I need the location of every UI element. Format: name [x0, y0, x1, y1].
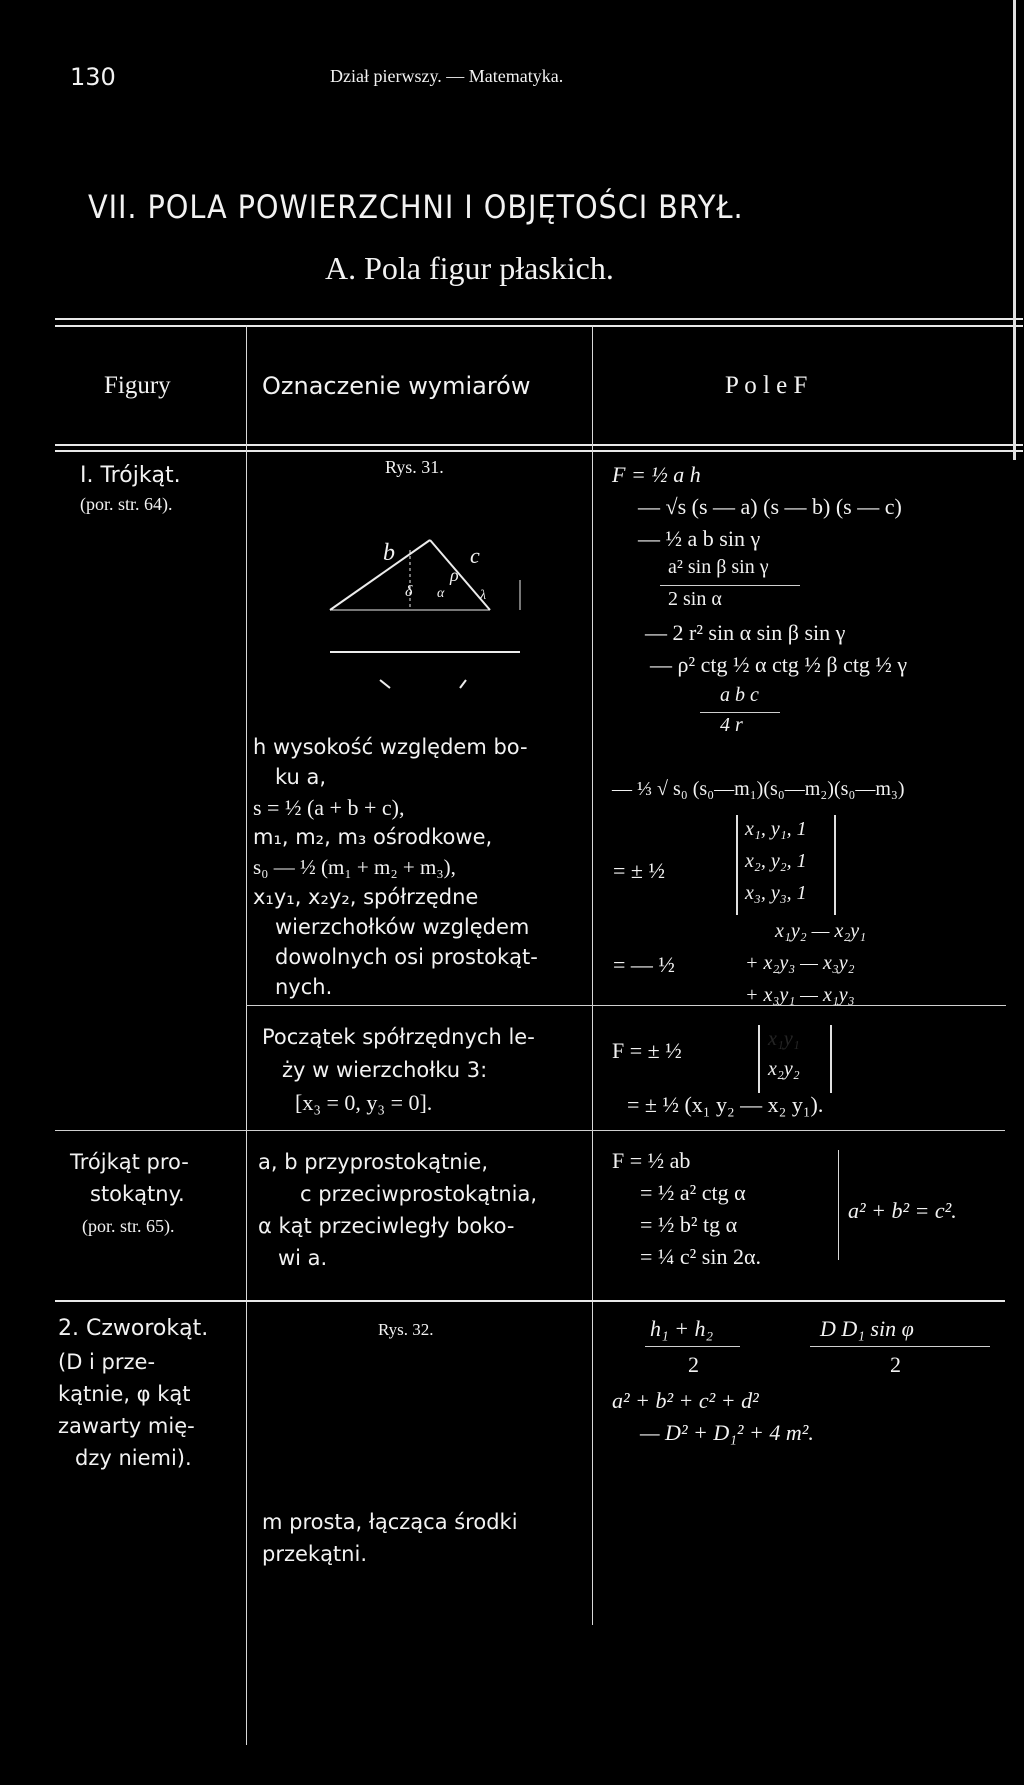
quad-formula-num-1: h₁ + h₂	[650, 1316, 714, 1341]
triangle-dim-7: dowolnych osi prostokąt-	[275, 945, 538, 969]
quad-formula-num-2: D D₁ sin φ	[820, 1316, 914, 1341]
header-bottom-rule-2	[55, 450, 1023, 452]
tri-det-row-2: x₂, y₂, 1	[745, 850, 807, 872]
triangle-dim-0: h wysokość względem bo-	[253, 735, 528, 759]
right-tri-side-formula: a² + b² = c².	[848, 1198, 957, 1223]
tri-formula-3: a² sin β sin γ	[668, 556, 769, 578]
origin-note-1: ży w wierzchołku 3:	[282, 1058, 488, 1082]
right-tri-dim-2: α kąt przeciwległy boko-	[258, 1214, 515, 1238]
col-header-figures: Figury	[104, 372, 171, 399]
right-tri-formula-2: = ½ b² tg α	[640, 1212, 738, 1237]
triangle-dim-5: x₁y₁, x₂y₂, spółrzędne	[253, 885, 479, 909]
right-tri-formula-3: = ¼ c² sin 2α.	[640, 1244, 761, 1269]
right-tri-divider	[838, 1150, 839, 1260]
quad-note-1: przekątni.	[262, 1542, 367, 1566]
det-bar-left	[736, 815, 738, 915]
tri-formula-8: 4 r	[720, 714, 743, 736]
right-tri-formula-0: F = ½ ab	[612, 1148, 691, 1173]
quad-desc-0: (D i prze-	[58, 1350, 156, 1374]
table-top-rule	[55, 318, 1023, 320]
quad-note-0: m prosta, łącząca środki	[262, 1510, 518, 1534]
chapter-title: VII. POLA POWIERZCHNI I OBJĘTOŚCI BRYŁ.	[88, 188, 744, 226]
quad-name: 2. Czworokąt.	[58, 1316, 209, 1341]
origin-note-0: Początek spółrzędnych le-	[262, 1025, 535, 1049]
row-rule-right-triangle	[55, 1130, 1005, 1131]
triangle-dim-4: s₀ — ½ (m₁ + m₂ + m₃),	[253, 855, 456, 879]
tri-formula-1: — √s (s — a) (s — b) (s — c)	[638, 494, 902, 519]
quad-formula-den-2: 2	[890, 1352, 901, 1377]
right-triangle-name-1: stokątny.	[90, 1182, 185, 1206]
right-tri-dim-3: wi a.	[278, 1246, 328, 1270]
triangle-name: I. Trójkąt.	[80, 463, 181, 488]
tri-det-row-3: x₃, y₃, 1	[745, 882, 807, 904]
quad-frac-bar-2	[810, 1346, 990, 1347]
origin-formula-1: x₁y₁	[768, 1028, 800, 1050]
quad-formula-den-1: 2	[688, 1352, 699, 1377]
tri-formula-4: 2 sin α	[668, 588, 722, 610]
origin-formula-0: F = ± ½	[612, 1038, 682, 1063]
triangle-dim-6: wierzchołków względem	[275, 915, 530, 939]
running-title: Dział pierwszy. — Matematyka.	[330, 66, 564, 86]
origin-det-left	[758, 1025, 760, 1093]
triangle-ref: (por. str. 64).	[80, 494, 173, 514]
tri-sum-row-1: x₁y₂ — x₂y₁	[775, 920, 867, 942]
frac-bar-1	[660, 585, 800, 586]
figure-label-delta: δ	[405, 583, 413, 600]
quad-desc-2: zawarty mię-	[58, 1414, 195, 1438]
triangle-dim-1: ku a,	[275, 765, 327, 789]
column-divider-1	[246, 325, 247, 1745]
col-header-area: P o l e F	[725, 372, 808, 399]
tri-det-row-1: x₁, y₁, 1	[745, 818, 807, 840]
figure-label-lambda: λ	[480, 588, 487, 603]
origin-formula-2: x₂y₂	[768, 1058, 800, 1080]
frac-bar-2	[700, 712, 780, 713]
det-bar-right	[834, 815, 836, 915]
figure-caption-32: Rys. 32.	[378, 1320, 434, 1339]
figure-label-rho: ρ	[450, 565, 459, 585]
tri-sum-row-3: + x₃y₁ — x₁y₃	[745, 984, 855, 1006]
triangle-figure	[300, 520, 560, 700]
right-triangle-ref: (por. str. 65).	[82, 1216, 175, 1236]
right-triangle-name-0: Trójkąt pro-	[70, 1150, 189, 1174]
tri-formula-6: — ρ² ctg ½ α ctg ½ β ctg ½ γ	[650, 652, 908, 677]
right-tri-dim-0: a, b przyprostokątnie,	[258, 1150, 489, 1174]
row-rule-origin	[246, 1005, 1006, 1006]
page-number: 130	[70, 63, 116, 91]
quad-desc-1: kątnie, φ kąt	[58, 1382, 191, 1406]
figure-label-c: c	[470, 543, 480, 568]
row-rule-quadrilateral	[55, 1300, 1005, 1302]
section-title: A. Pola figur płaskich.	[325, 250, 614, 286]
figure-caption-31: Rys. 31.	[385, 457, 444, 477]
quad-desc-3: dzy niemi).	[75, 1446, 192, 1470]
tri-det-coef: = ± ½	[613, 858, 665, 883]
column-divider-2	[592, 325, 593, 1625]
col-header-dimensions: Oznaczenie wymiarów	[262, 372, 531, 400]
figure-label-b: b	[383, 540, 395, 566]
quad-frac-bar-1	[645, 1346, 740, 1347]
right-tri-formula-1: = ½ a² ctg α	[640, 1180, 746, 1205]
tri-sum-row-2: + x₂y₃ — x₃y₂	[745, 952, 855, 974]
figure-label-alpha: α	[437, 586, 445, 601]
tri-formula-2: — ½ a b sin γ	[638, 526, 761, 551]
quad-formula-diag: — D² + D₁² + 4 m².	[640, 1420, 814, 1445]
triangle-dim-8: nych.	[275, 975, 333, 999]
header-bottom-rule	[55, 444, 1023, 446]
tri-formula-9: — ⅓ √ s₀ (s₀—m₁)(s₀—m₂)(s₀—m₃)	[612, 778, 905, 800]
origin-det-right	[830, 1025, 832, 1093]
page-edge	[1013, 0, 1016, 460]
triangle-dim-3: m₁, m₂, m₃ ośrodkowe,	[253, 825, 493, 849]
tri-formula-5: — 2 r² sin α sin β sin γ	[645, 620, 846, 645]
table-top-rule-2	[55, 325, 1023, 327]
origin-formula-3: = ± ½ (x₁ y₂ — x₂ y₁).	[627, 1092, 824, 1117]
tri-formula-7: a b c	[720, 684, 759, 706]
quad-formula-sum: a² + b² + c² + d²	[612, 1388, 759, 1413]
triangle-dim-2: s = ½ (a + b + c),	[253, 795, 405, 820]
tri-sum-coef: = — ½	[613, 952, 675, 977]
tri-formula-0: F = ½ a h	[612, 462, 701, 487]
origin-note-2: [x₃ = 0, y₃ = 0].	[295, 1090, 433, 1115]
right-tri-dim-1: c przeciwprostokątnia,	[300, 1182, 538, 1206]
